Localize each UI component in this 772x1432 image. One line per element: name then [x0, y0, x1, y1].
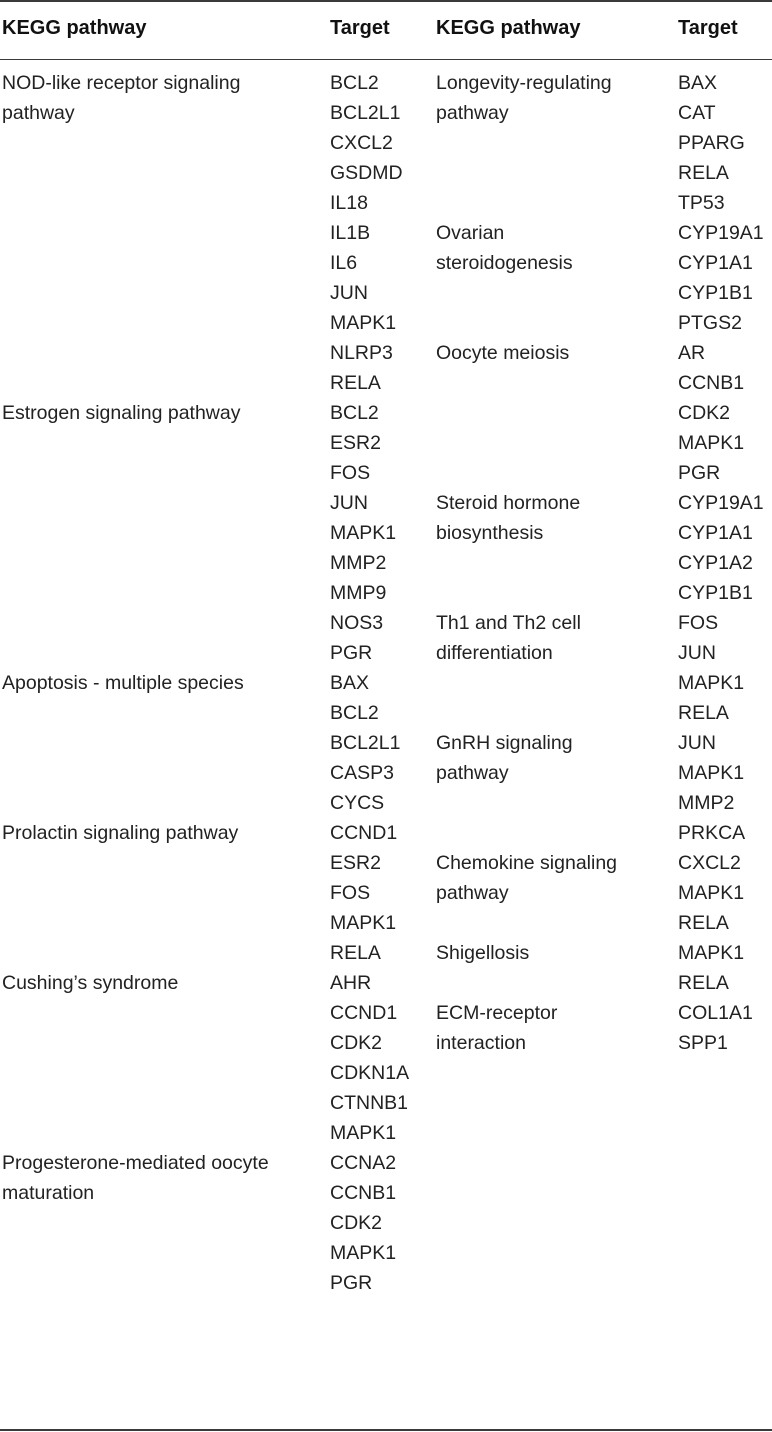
target-gene: MAPK1 — [678, 882, 745, 904]
pathway-name-line: GnRH signaling — [436, 732, 573, 754]
pathway-cell-left — [2, 68, 240, 128]
pathway-cell-left — [2, 1148, 269, 1208]
target-gene: MAPK1 — [330, 912, 397, 934]
pathway-name-line: Cushing’s syndrome — [2, 972, 179, 994]
target-gene: MMP9 — [330, 582, 387, 604]
target-gene: FOS — [330, 462, 371, 484]
target-gene: RELA — [678, 972, 729, 994]
pathway-name-line: pathway — [2, 102, 75, 124]
target-gene: PPARG — [678, 132, 745, 154]
pathway-name-line: Th1 and Th2 cell — [436, 612, 581, 634]
header-target-left: Target — [330, 17, 390, 39]
target-gene: BAX — [330, 672, 370, 694]
target-gene: PGR — [330, 642, 373, 664]
pathway-cell-right — [436, 938, 529, 968]
target-gene: COL1A1 — [678, 1002, 753, 1024]
target-gene: CYP1A2 — [678, 552, 753, 574]
target-gene: BCL2L1 — [330, 732, 401, 754]
pathway-name-line: maturation — [2, 1182, 95, 1204]
pathway-name-line: Apoptosis - multiple species — [2, 672, 244, 694]
target-list-right — [678, 338, 744, 488]
target-gene: CYP1B1 — [678, 282, 753, 304]
target-gene: BCL2 — [330, 702, 379, 724]
target-gene: CDK2 — [678, 402, 731, 424]
pathway-name-line: differentiation — [436, 642, 553, 664]
target-gene: BAX — [678, 72, 718, 94]
target-list-left — [330, 68, 403, 398]
pathway-cell-right — [436, 728, 573, 788]
target-gene: MAPK1 — [330, 1242, 397, 1264]
target-gene: CYP1A1 — [678, 522, 753, 544]
target-gene: CCNA2 — [330, 1152, 397, 1174]
pathway-name-line: pathway — [436, 882, 509, 904]
table-top-rule — [0, 0, 772, 2]
target-gene: JUN — [330, 282, 368, 304]
target-list-right — [678, 608, 744, 728]
target-gene: MAPK1 — [678, 942, 745, 964]
pathway-name-line: Longevity-regulating — [436, 72, 612, 94]
header-divider-rule — [0, 59, 772, 60]
target-gene: SPP1 — [678, 1032, 728, 1054]
target-list-right — [678, 218, 764, 338]
target-gene: CYP19A1 — [678, 222, 764, 244]
header-kegg-pathway-left: KEGG pathway — [2, 17, 147, 39]
target-gene: CASP3 — [330, 762, 394, 784]
pathway-cell-right — [436, 998, 557, 1058]
target-gene: CCNB1 — [678, 372, 745, 394]
target-gene: MAPK1 — [330, 312, 397, 334]
target-gene: ESR2 — [330, 432, 381, 454]
target-gene: IL18 — [330, 192, 368, 214]
target-gene: AHR — [330, 972, 372, 994]
pathway-name-line: Oocyte meiosis — [436, 342, 570, 364]
target-gene: RELA — [330, 942, 381, 964]
target-gene: NLRP3 — [330, 342, 393, 364]
pathway-name-line: Estrogen signaling pathway — [2, 402, 241, 424]
target-gene: CCND1 — [330, 1002, 398, 1024]
header-target-right: Target — [678, 17, 738, 39]
target-gene: CCNB1 — [330, 1182, 397, 1204]
pathway-name-line: interaction — [436, 1032, 526, 1054]
target-gene: BCL2 — [330, 402, 379, 424]
pathway-cell-left — [2, 818, 238, 848]
target-gene: JUN — [330, 492, 368, 514]
target-list-right — [678, 848, 744, 938]
pathway-name-line: pathway — [436, 762, 509, 784]
target-gene: RELA — [678, 702, 729, 724]
pathway-cell-right — [436, 68, 612, 128]
pathway-name-line: biosynthesis — [436, 522, 544, 544]
target-gene: FOS — [330, 882, 371, 904]
target-gene: JUN — [678, 642, 716, 664]
pathway-cell-left — [2, 398, 241, 428]
pathway-name-line: Prolactin signaling pathway — [2, 822, 239, 844]
target-list-right — [678, 68, 745, 218]
target-gene: MAPK1 — [330, 522, 397, 544]
table-bottom-rule — [0, 1429, 772, 1431]
pathway-name-line: pathway — [436, 102, 509, 124]
target-gene: BCL2 — [330, 72, 379, 94]
target-gene: MMP2 — [678, 792, 735, 814]
target-list-left — [330, 1148, 396, 1298]
target-gene: CXCL2 — [330, 132, 393, 154]
target-gene: IL6 — [330, 252, 358, 274]
target-gene: MAPK1 — [678, 432, 745, 454]
target-gene: TP53 — [678, 192, 725, 214]
target-list-left — [330, 668, 400, 818]
pathway-name-line: NOD-like receptor signaling — [2, 72, 241, 94]
target-gene: PGR — [678, 462, 721, 484]
target-gene: GSDMD — [330, 162, 403, 184]
target-gene: RELA — [678, 162, 729, 184]
header-kegg-pathway-right: KEGG pathway — [436, 17, 581, 39]
target-gene: BCL2L1 — [330, 102, 401, 124]
pathway-name-line: steroidogenesis — [436, 252, 573, 274]
target-gene: IL1B — [330, 222, 371, 244]
target-list-right — [678, 728, 745, 848]
pathway-cell-right — [436, 338, 569, 368]
target-gene: CCND1 — [330, 822, 398, 844]
target-list-right — [678, 998, 753, 1058]
target-gene: MAPK1 — [330, 1122, 397, 1144]
target-gene: PTGS2 — [678, 312, 742, 334]
target-gene: CXCL2 — [678, 852, 741, 874]
pathway-name-line: Progesterone-mediated oocyte — [2, 1152, 269, 1174]
target-gene: CDK2 — [330, 1032, 383, 1054]
target-gene: CYP1A1 — [678, 252, 753, 274]
pathway-name-line: Chemokine signaling — [436, 852, 618, 874]
target-gene: CYCS — [330, 792, 385, 814]
pathway-cell-left — [2, 968, 178, 998]
target-gene: CTNNB1 — [330, 1092, 409, 1114]
target-gene: PGR — [330, 1272, 373, 1294]
target-list-left — [330, 818, 397, 968]
target-gene: CYP19A1 — [678, 492, 764, 514]
target-gene: RELA — [330, 372, 381, 394]
target-gene: CDK2 — [330, 1212, 383, 1234]
pathway-name-line: ECM-receptor — [436, 1002, 558, 1024]
target-gene: FOS — [678, 612, 719, 634]
pathway-cell-right — [436, 848, 617, 908]
target-gene: MMP2 — [330, 552, 387, 574]
pathway-cell-right — [436, 608, 581, 668]
pathway-cell-right — [436, 488, 580, 548]
target-gene: CAT — [678, 102, 716, 124]
target-gene: MAPK1 — [678, 762, 745, 784]
pathway-cell-right — [436, 218, 573, 278]
target-gene: CDKN1A — [330, 1062, 410, 1084]
target-list-left — [330, 398, 396, 668]
target-gene: MAPK1 — [678, 672, 745, 694]
pathway-name-line: Shigellosis — [436, 942, 530, 964]
target-list-left — [330, 968, 409, 1148]
pathway-cell-left — [2, 668, 244, 698]
target-list-right — [678, 938, 744, 998]
target-gene: ESR2 — [330, 852, 381, 874]
target-gene: PRKCA — [678, 822, 746, 844]
target-list-right — [678, 488, 764, 608]
target-gene: AR — [678, 342, 706, 364]
pathway-name-line: Steroid hormone — [436, 492, 581, 514]
target-gene: RELA — [678, 912, 729, 934]
target-gene: CYP1B1 — [678, 582, 753, 604]
pathway-name-line: Ovarian — [436, 222, 505, 244]
target-gene: NOS3 — [330, 612, 384, 634]
target-gene: JUN — [678, 732, 716, 754]
